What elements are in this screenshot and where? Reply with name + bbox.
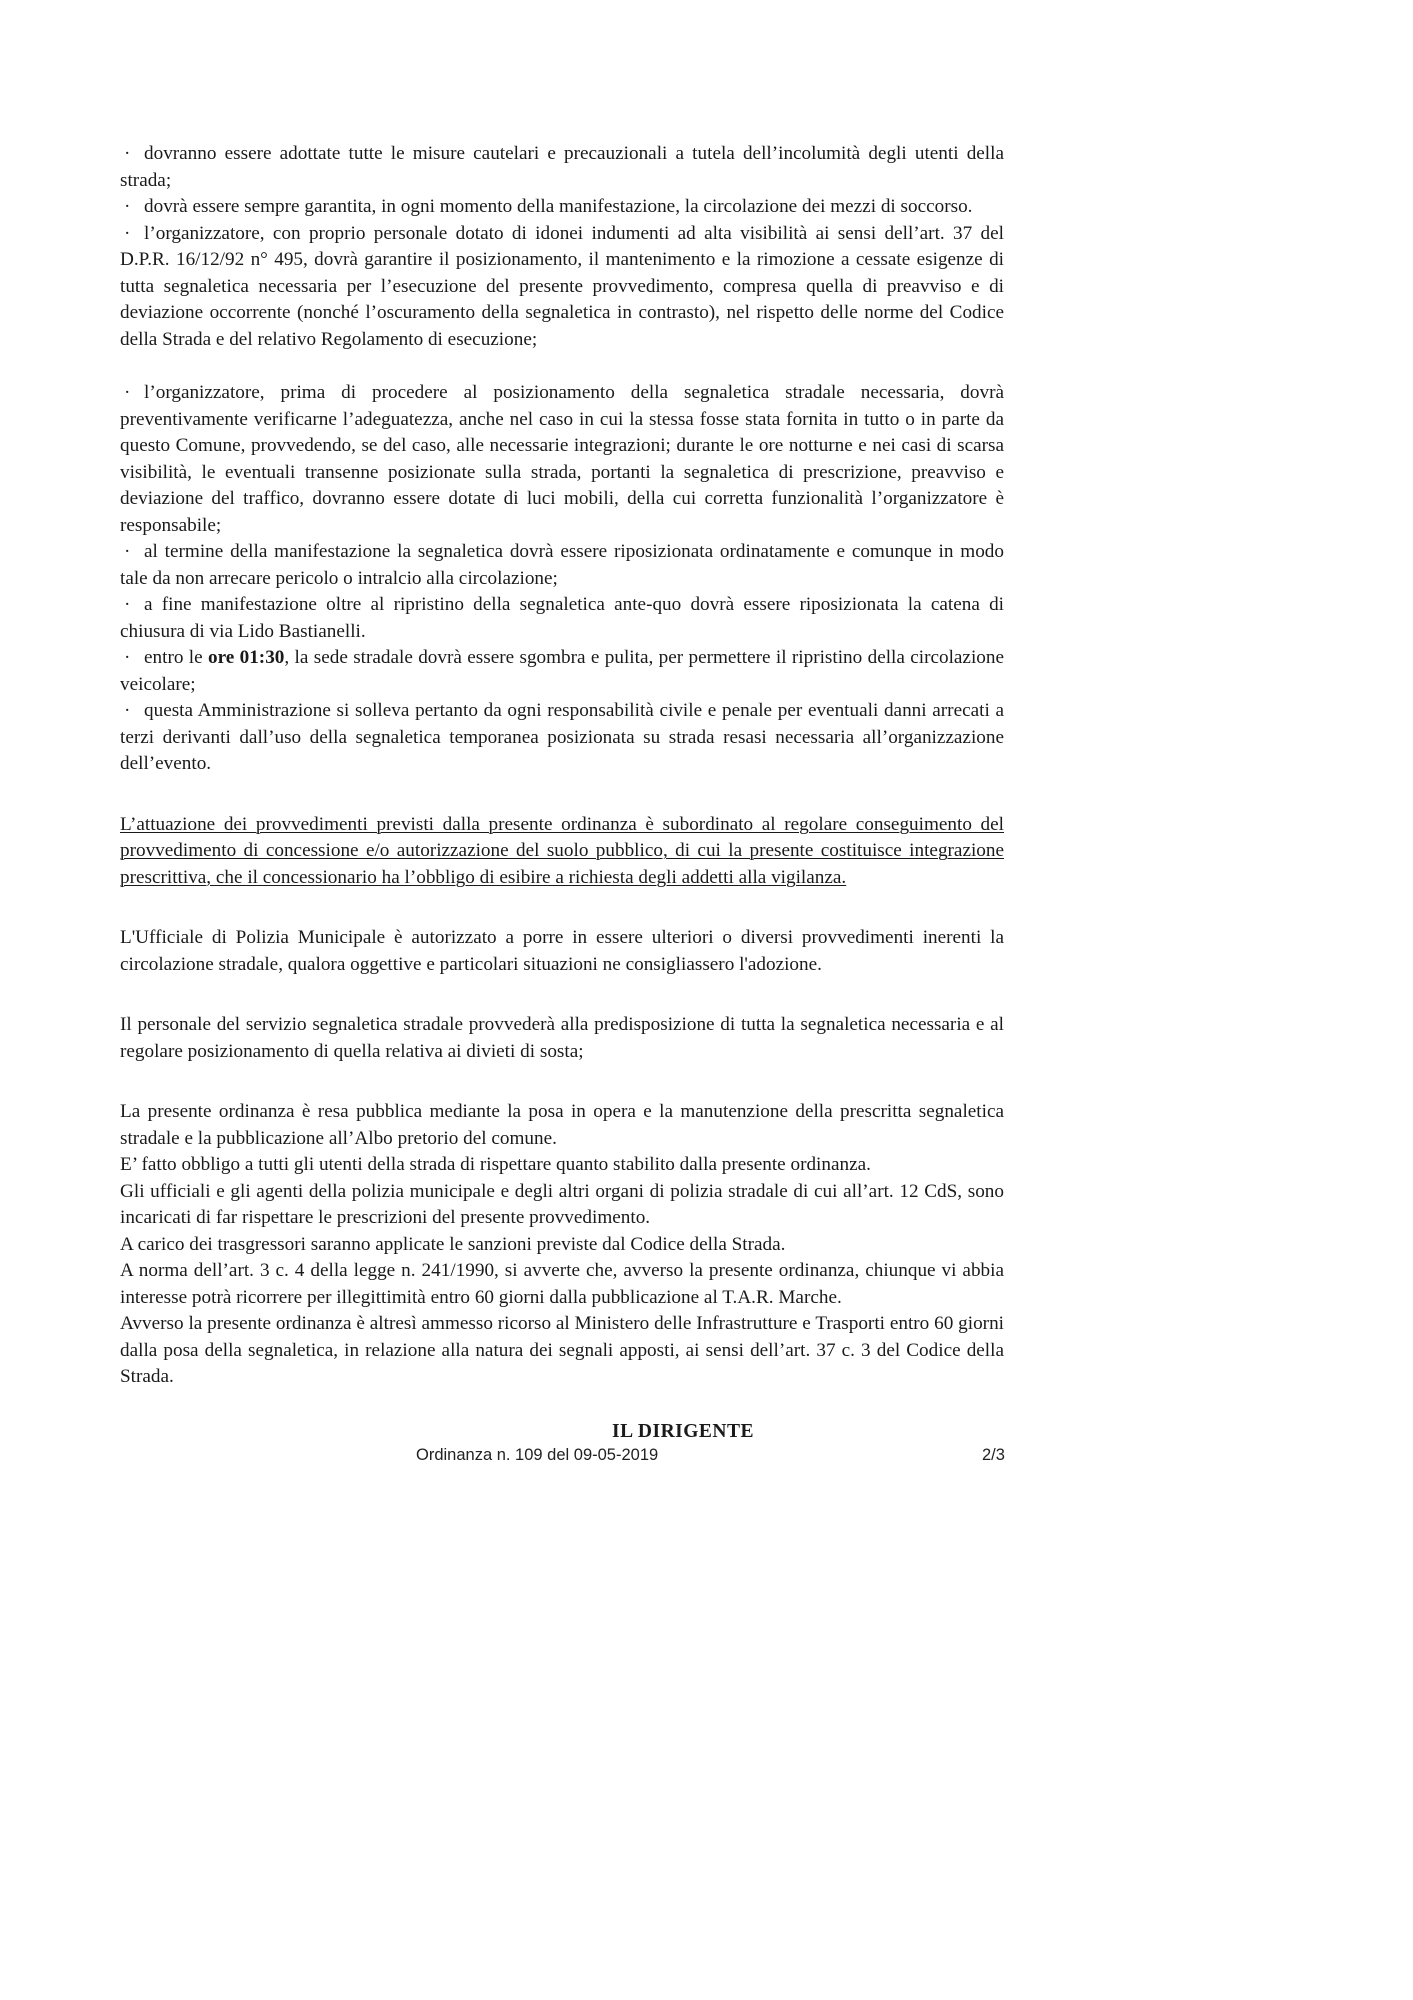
bullet-item (120, 221, 1004, 354)
bullet-list-a (120, 141, 1004, 353)
final-paragraph: A norma dell’art. 3 c. 4 della legge n. 241/1990, si avverte che, avverso la presente ordinanza, chiunque vi abbia interesse potrà ricorrere per illegittimità entro 60 giorni dalla pubblicazione al T.A.R. Marche. (120, 1260, 1004, 1308)
underlined-paragraph (120, 812, 1004, 892)
paragraph-ufficiale: L'Ufficiale di Polizia Municipale è autorizzato a porre in essere ulteriori o diversi provvedimenti inerenti la circolazione stradale, qualora oggettive e particolari situazioni ne consigliassero l'adozione. (120, 927, 1004, 975)
bullet-list-b (120, 380, 1004, 645)
bullet-item (120, 141, 1004, 194)
document-body (120, 141, 1004, 1391)
bullet-text: dovranno essere adottate tutte le misure cautelari e precauzionali a tutela dell’incolumità degli utenti della strada; (120, 143, 1004, 191)
bullet-text: dovrà essere sempre garantita, in ogni momento della manifestazione, la circolazione dei mezzi di soccorso. (144, 196, 973, 217)
bullet-item-last (120, 698, 1004, 778)
bullet-time-before: entro le (144, 647, 208, 668)
bullet-text: l’organizzatore, con proprio personale dotato di idonei indumenti ad alta visibilità ai sensi dell’art. 37 del D.P.R. 16/12/92 n° 495, dovrà garantire il posizionamento, il mantenimento e la rimozione a cessate esigenze di tutta segnaletica necessaria per l’esecuzione del presente provvedimento, compresa quella di preavviso e di deviazione occorrente (nonché l’oscuramento della segnaletica in contrasto), nel rispetto delle norme del Codice della Strada e del relativo Regolamento di esecuzione; (120, 222, 1004, 350)
bullet-dot: · (124, 143, 131, 164)
final-paragraph: Avverso la presente ordinanza è altresì ammesso ricorso al Ministero delle Infrastrutture e Trasporti entro 60 giorni dalla posa della segnaletica, in relazione alla natura dei segnali apposti, ai sensi dell’art. 37 c. 3 del Codice della Strada. (120, 1313, 1004, 1387)
bullet-dot: · (124, 647, 131, 668)
bullet-dot: · (124, 700, 131, 721)
bullet-text: al termine della manifestazione la segnaletica dovrà essere riposizionata ordinatamente e comunque in modo tale da non arrecare pericolo o intralcio alla circolazione; (120, 541, 1004, 589)
underlined-paragraph-text: L’attuazione dei provvedimenti previsti dalla presente ordinanza è subordinato al regolare conseguimento del provvedimento di concessione e/o autorizzazione del suolo pubblico, di cui la presente costituisce integrazione prescrittiva, che il concessionario ha l’obbligo di esibire a richiesta degli addetti alla vigilanza. (120, 813, 1004, 888)
bullet-dot: · (124, 222, 131, 244)
bullet-item (120, 380, 1004, 539)
bullet-item-time (120, 645, 1004, 698)
bullet-time-after: , la sede stradale dovrà essere sgombra e pulita, per permettere il ripristino della circolazione veicolare; (120, 647, 1004, 695)
paragraph-personale: Il personale del servizio segnaletica stradale provvederà alla predisposizione di tutta la segnaletica necessaria e al regolare posizionamento di quella relativa ai divieti di sosta; (120, 1014, 1004, 1062)
bullet-last-text: questa Amministrazione si solleva pertanto da ogni responsabilità civile e penale per eventuali danni arrecati a terzi derivanti dall’uso della segnaletica temporanea posizionata su strada resasi necessaria all’organizzazione dell’evento. (120, 700, 1004, 774)
bullet-dot: · (124, 196, 131, 217)
bullet-dot: · (124, 541, 131, 562)
final-paragraph: La presente ordinanza è resa pubblica mediante la posa in opera e la manutenzione della prescritta segnaletica stradale e la pubblicazione all’Albo pretorio del comune. (120, 1101, 1004, 1149)
signature-title: IL DIRIGENTE (612, 1421, 755, 1442)
footer-page-number: 2/3 (982, 1446, 1005, 1464)
final-paragraphs (120, 1099, 1004, 1391)
bullet-dot: · (124, 594, 131, 615)
bullet-text: l’organizzatore, prima di procedere al posizionamento della segnaletica stradale necessaria, dovrà preventivamente verificarne l’adeguatezza, anche nel caso in cui la stessa fosse stata fornita in tutto o in parte da questo Comune, provvedendo, se del caso, alle necessarie integrazioni; durante le ore notturne e nei casi di scarsa visibilità, le eventuali transenne posizionate sulla strada, portanti la segnaletica di prescrizione, preavviso e deviazione del traffico, dovranno essere dotate di luci mobili, della cui corretta funzionalità l’organizzatore è responsabile; (120, 382, 1004, 536)
bullet-item (120, 539, 1004, 592)
bullet-dot: · (124, 382, 131, 403)
bullet-item (120, 592, 1004, 645)
final-paragraph: A carico dei trasgressori saranno applicate le sanzioni previste dal Codice della Strada. (120, 1233, 786, 1255)
final-paragraph: E’ fatto obbligo a tutti gli utenti della strada di rispettare quanto stabilito dalla presente ordinanza. (120, 1154, 871, 1175)
final-paragraph: Gli ufficiali e gli agenti della polizia municipale e degli altri organi di polizia stradale di cui all’art. 12 CdS, sono incaricati di far rispettare le prescrizioni del presente provvedimento. (120, 1180, 1004, 1228)
bullet-text: a fine manifestazione oltre al ripristino della segnaletica ante-quo dovrà essere riposizionata la catena di chiusura di via Lido Bastianelli. (120, 594, 1004, 642)
bullet-time-bold: ore 01:30 (207, 647, 285, 668)
bullet-item (120, 194, 1004, 221)
footer-ordinance: Ordinanza n. 109 del 09-05-2019 (416, 1446, 659, 1464)
